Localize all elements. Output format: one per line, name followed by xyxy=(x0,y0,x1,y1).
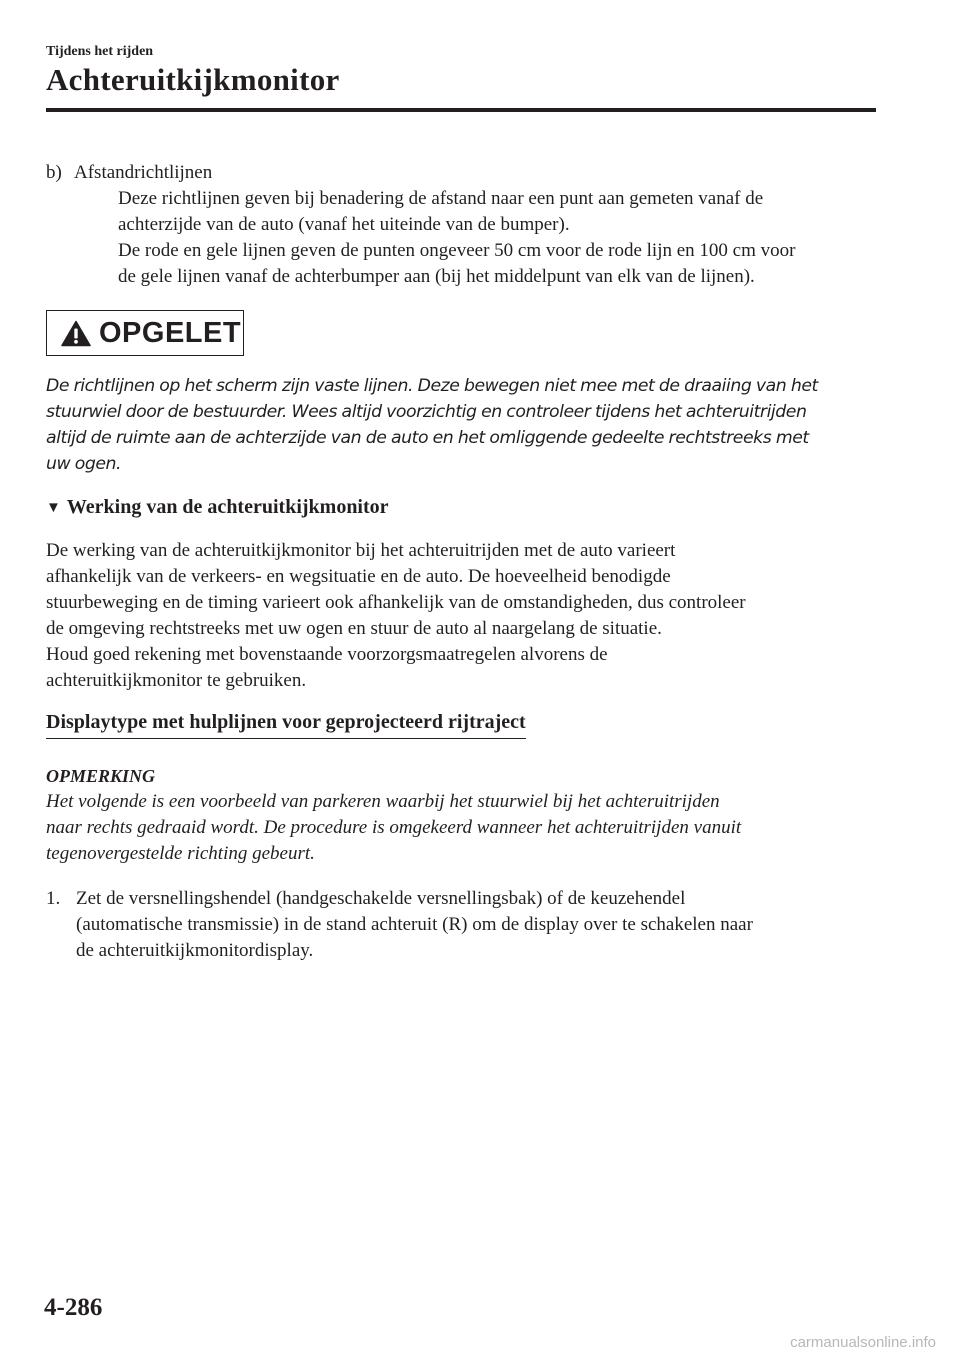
caution-line: uw ogen. xyxy=(46,454,122,474)
item-line: de gele lijnen vanaf de achterbumper aan (bij het middelpunt van elk van de lijnen). xyxy=(118,266,755,287)
caution-line: altijd de ruimte aan de achterzijde van de auto en het omliggende gedeelte rechtstreeks met xyxy=(46,428,809,448)
page-number: 4-286 xyxy=(44,1294,103,1321)
watermark-text: carmanualsonline.info xyxy=(790,1334,936,1351)
item-title: Afstandrichtlijnen xyxy=(74,162,213,183)
warning-triangle-icon xyxy=(61,320,91,347)
note-block xyxy=(46,763,886,867)
caution-box xyxy=(46,310,244,356)
triangle-down-icon: ▼ xyxy=(46,500,61,516)
step-line: Zet de versnellingshendel (handgeschakelde versnellingsbak) of de keuzehendel xyxy=(76,888,686,909)
page-title: Achteruitkijkmonitor xyxy=(46,62,340,97)
item-line: achterzijde van de auto (vanaf het uiteinde van de bumper). xyxy=(118,214,570,235)
werking-heading xyxy=(46,496,389,519)
werking-heading-text: Werking van de achteruitkijkmonitor xyxy=(66,496,389,518)
paragraph-line: stuurbeweging en de timing varieert ook afhankelijk van de omstandigheden, dus controleer xyxy=(46,592,746,613)
werking-paragraph xyxy=(46,538,886,694)
step-line: de achteruitkijkmonitordisplay. xyxy=(76,940,314,961)
item-marker: b) xyxy=(46,162,62,183)
section-label: Tijdens het rijden xyxy=(46,44,154,59)
note-line: tegenovergestelde richting gebeurt. xyxy=(46,843,315,864)
caution-line: stuurwiel door de bestuurder. Wees altijd voorzichtig en controleer tijdens het achteruitrijden xyxy=(46,402,807,422)
title-rule xyxy=(46,108,876,112)
item-line: De rode en gele lijnen geven de punten ongeveer 50 cm voor de rode lijn en 100 cm voor xyxy=(118,240,796,261)
step-text xyxy=(76,886,886,964)
paragraph-line: de omgeving rechtstreeks met uw ogen en stuur de auto al naargelang de situatie. xyxy=(46,618,662,639)
paragraph-line: afhankelijk van de verkeers- en wegsituatie en de auto. De hoeveelheid benodigde xyxy=(46,566,671,587)
paragraph-line: Houd goed rekening met bovenstaande voorzorgsmaatregelen alvorens de xyxy=(46,644,608,665)
caution-text xyxy=(46,373,882,477)
note-title: OPMERKING xyxy=(46,766,156,786)
item-line: Deze richtlijnen geven bij benadering de afstand naar een punt aan gemeten vanaf de xyxy=(118,188,764,209)
display-type-heading: Displaytype met hulplijnen voor geprojecteerd rijtraject xyxy=(46,711,526,739)
caution-label: OPGELET xyxy=(99,317,242,349)
note-line: naar rechts gedraaid wordt. De procedure is omgekeerd wanneer het achteruitrijden vanuit xyxy=(46,817,742,838)
item-body xyxy=(118,186,918,290)
step-line: (automatische transmissie) in de stand achteruit (R) om de display over te schakelen naar xyxy=(76,914,753,935)
paragraph-line: achteruitkijkmonitor te gebruiken. xyxy=(46,670,307,691)
step-number: 1. xyxy=(46,888,61,909)
caution-line: De richtlijnen op het scherm zijn vaste lijnen. Deze bewegen niet mee met de draaiing van het xyxy=(46,376,818,396)
note-line: Het volgende is een voorbeeld van parkeren waarbij het stuurwiel bij het achteruitrijden xyxy=(46,791,720,812)
paragraph-line: De werking van de achteruitkijkmonitor bij het achteruitrijden met de auto varieert xyxy=(46,540,676,561)
